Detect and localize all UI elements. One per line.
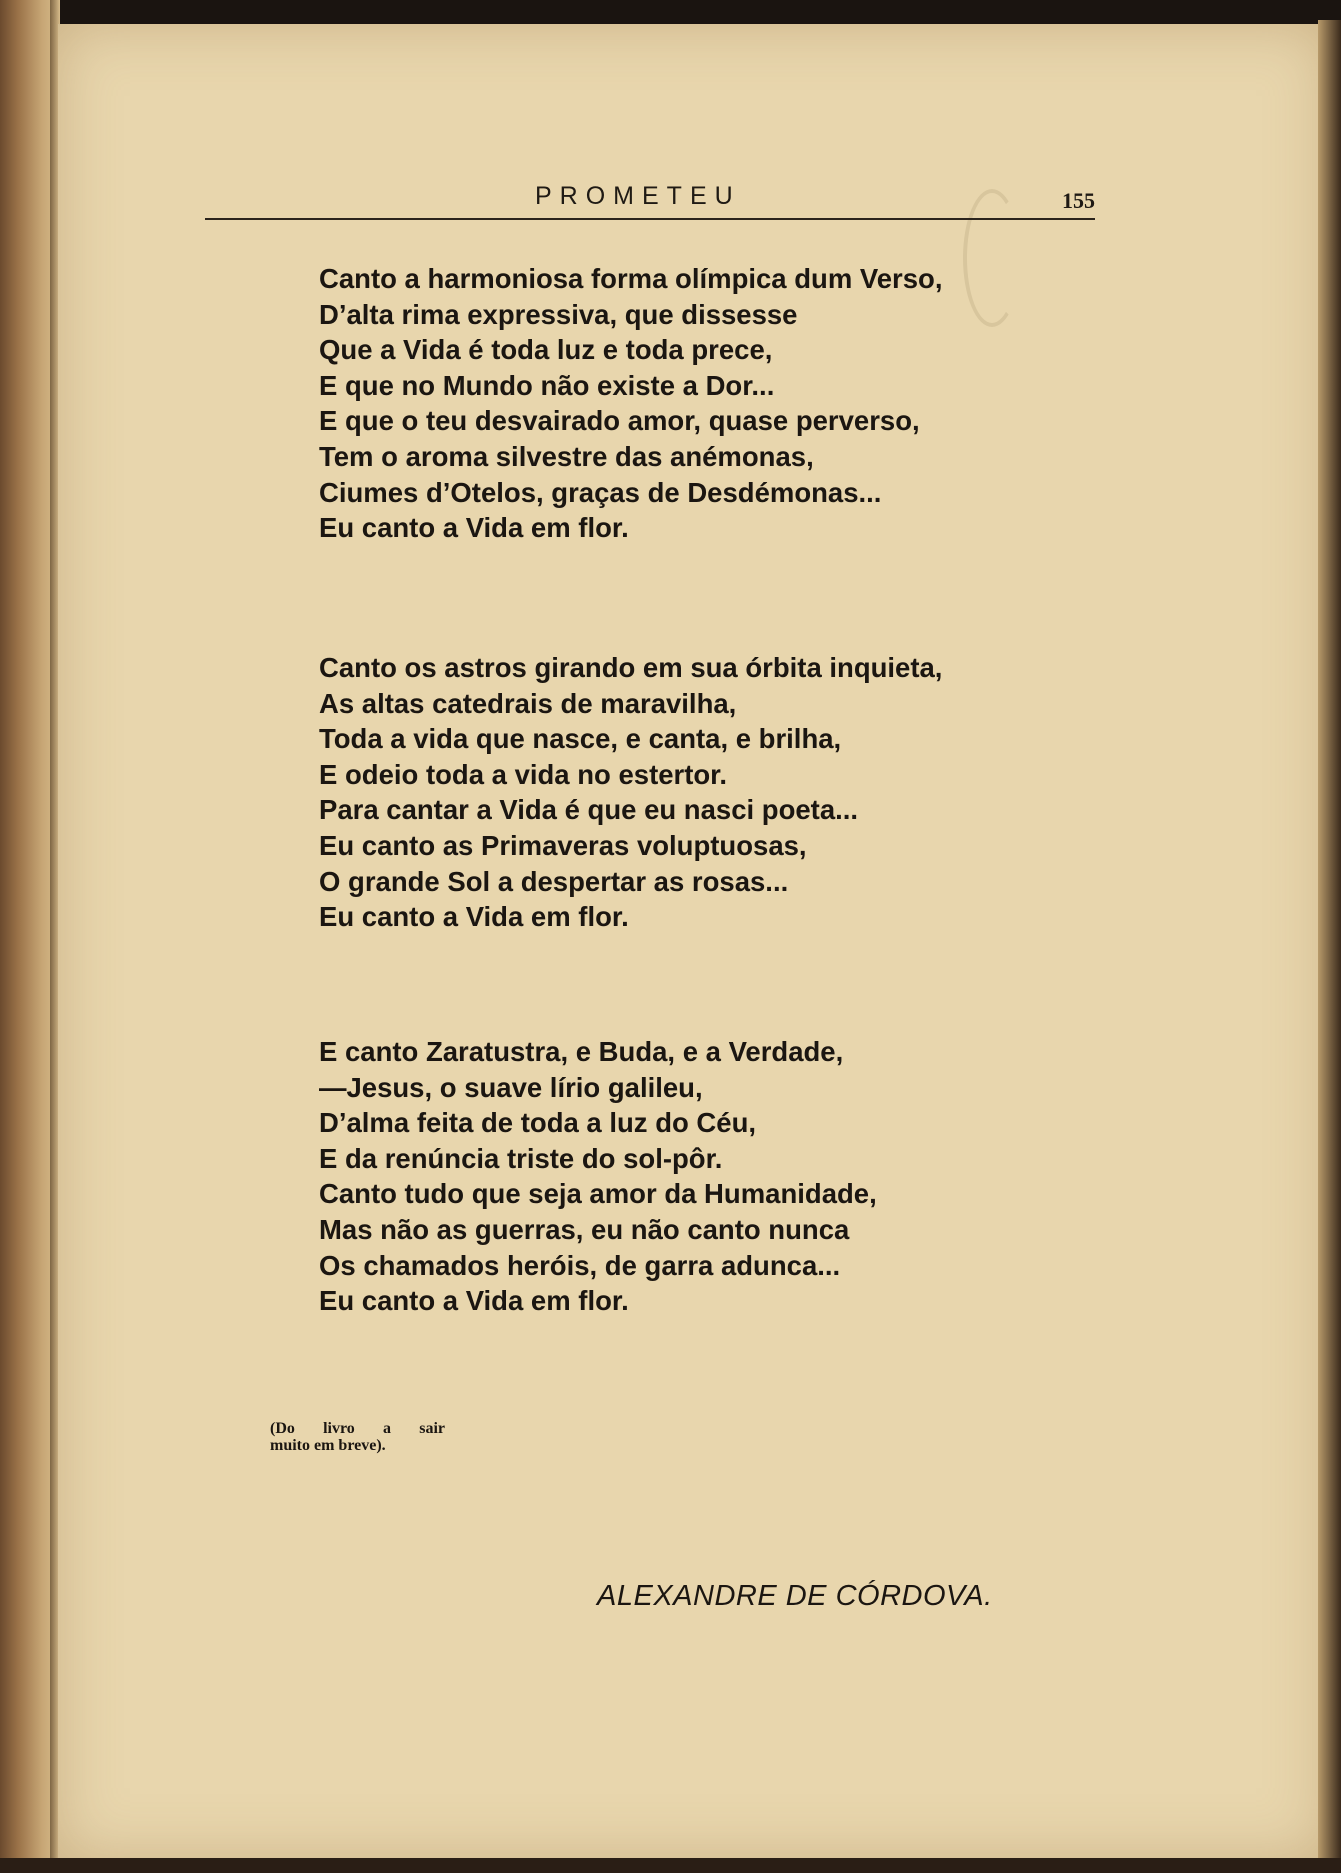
poem-line: O grande Sol a despertar as rosas... [319,865,789,897]
poem-line: D’alma feita de toda a luz do Céu, [319,1107,757,1139]
poem-line: E odeio toda a vida no estertor. [319,758,728,790]
poem-stanza-3 [319,1034,1079,1319]
author-signature: ALEXANDRE DE CÓRDOVA. [597,1580,993,1612]
poem-refrain: Eu canto a Vida em flor. [319,1285,629,1317]
poem-line: E canto Zaratustra, e Buda, e a Verdade, [319,1036,844,1067]
running-header [205,178,1095,220]
poem-stanza-2 [319,650,1079,935]
footnote-line: (Do livro a sair [270,1420,445,1437]
running-title: PROMETEU [535,182,741,210]
poem-line: Eu canto as Primaveras voluptuosas, [319,829,807,861]
poem-refrain: Eu canto a Vida em flor. [319,901,629,933]
poem-line: E que no Mundo não existe a Dor... [319,369,775,401]
poem-refrain: Eu canto a Vida em flor. [319,512,629,544]
poem-line: Para cantar a Vida é que eu nasci poeta... [319,794,859,826]
poem-line: Canto a harmoniosa forma olímpica dum Verso, [319,263,943,294]
poem-stanza-1 [319,261,1079,546]
footnote-line: muito em breve). [270,1437,386,1454]
poem-line: Canto os astros girando em sua órbita inquieta, [319,652,943,683]
poem-line: Os chamados heróis, de garra adunca... [319,1249,841,1281]
poem-line: Ciumes d’Otelos, graças de Desdémonas... [319,476,882,508]
poem-line: Tem o aroma silvestre das anémonas, [319,440,814,472]
poem-line: Que a Vida é toda luz e toda prece, [319,334,773,366]
poem-line: —Jesus, o suave lírio galileu, [319,1071,703,1103]
poem-line: Toda a vida que nasce, e canta, e brilha, [319,723,842,755]
page-number: 155 [1062,188,1095,213]
poem-line: D’alta rima expressiva, que dissesse [319,298,798,330]
footnote [270,1420,445,1454]
page-bottom-edge [0,1858,1341,1873]
poem-line: As altas catedrais de maravilha, [319,687,737,719]
book-binding [0,0,60,1873]
poem-line: Mas não as guerras, eu não canto nunca [319,1213,850,1245]
page-edge [1318,20,1341,1873]
poem-line: Canto tudo que seja amor da Humanidade, [319,1178,877,1210]
poem-line: E da renúncia triste do sol-pôr. [319,1142,723,1174]
poem-line: E que o teu desvairado amor, quase perverso, [319,405,920,437]
